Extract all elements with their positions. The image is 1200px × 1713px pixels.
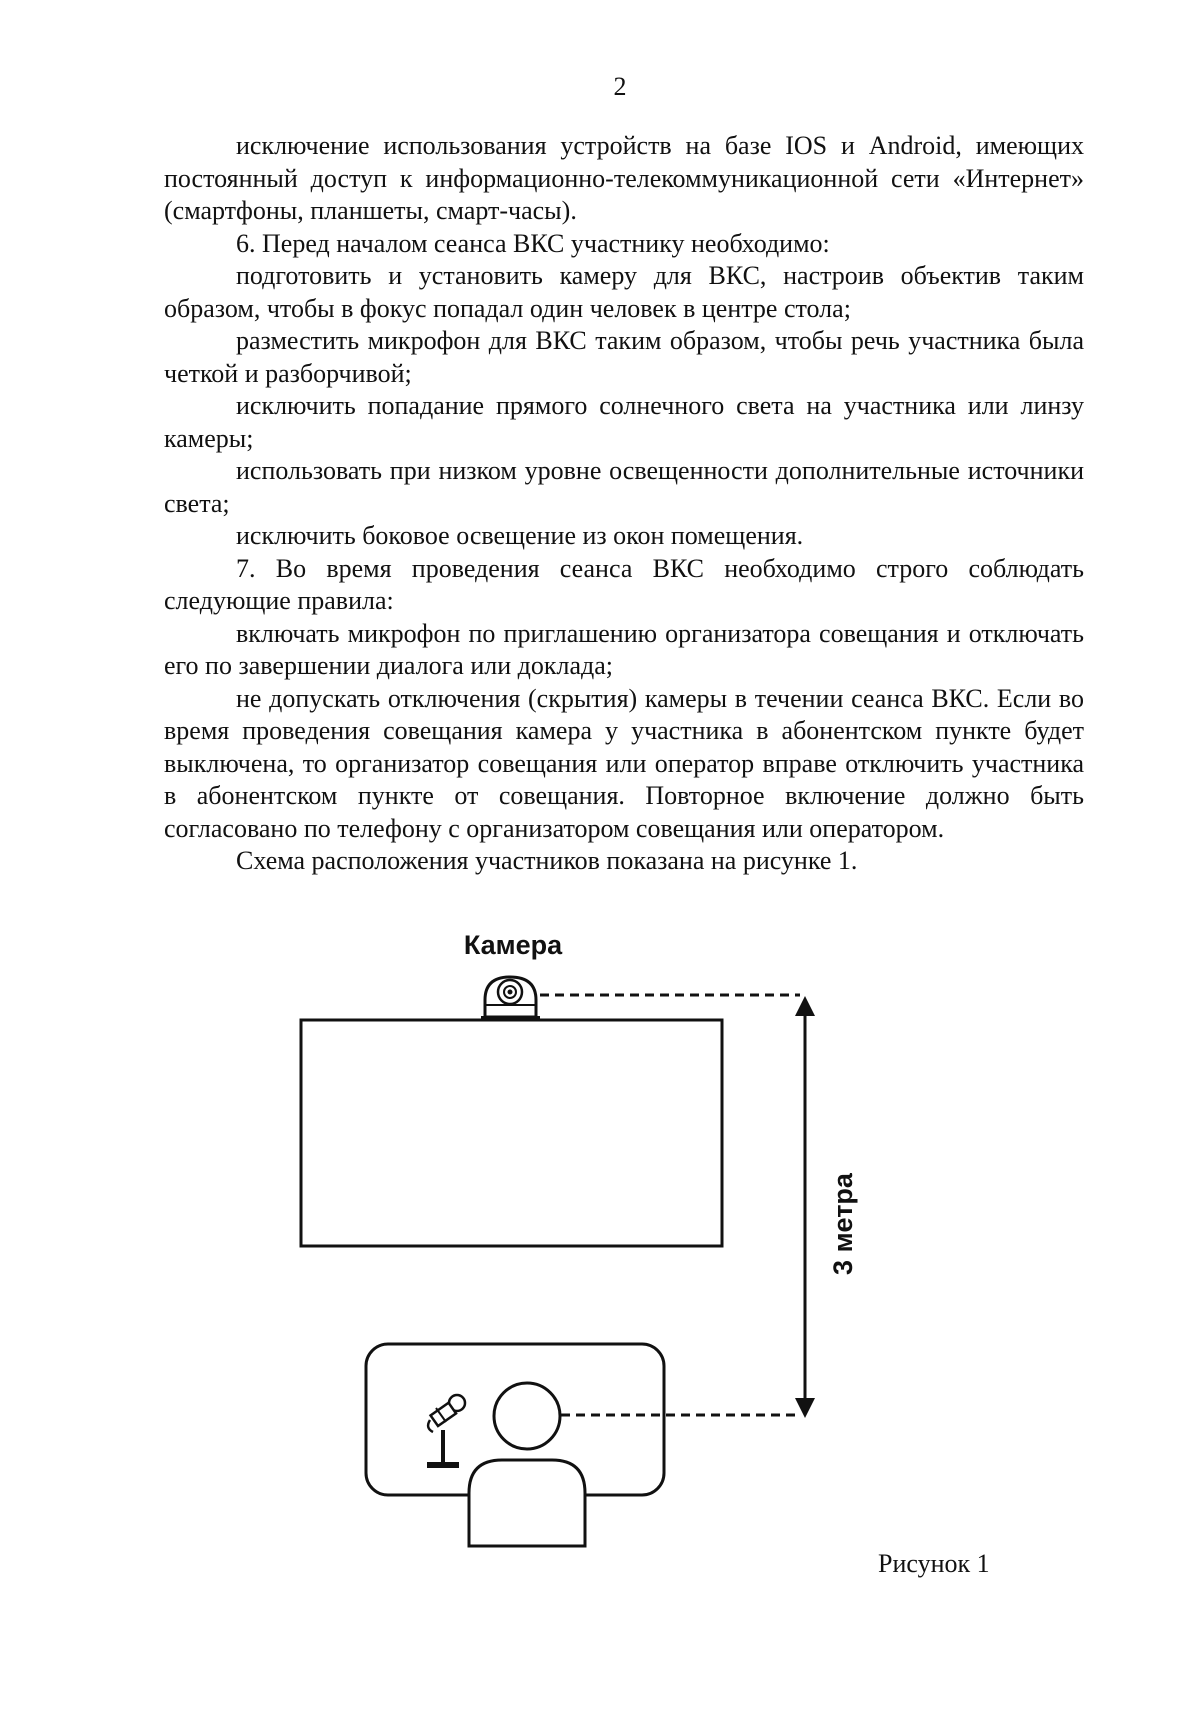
body-text — [164, 130, 1084, 878]
camera-icon — [481, 977, 540, 1021]
distance-arrow — [795, 996, 815, 1418]
screen-display — [301, 1020, 722, 1246]
paragraph: Схема расположения участников показана на рисунке 1. — [236, 846, 858, 875]
camera-label: Камера — [463, 930, 563, 960]
page-number: 2 — [613, 72, 627, 101]
paragraph: 6. Перед началом сеанса ВКС участнику необходимо: — [236, 228, 830, 258]
figure-caption: Рисунок 1 — [878, 1549, 990, 1578]
paragraph: подготовить и установить камеру для ВКС, настроив объектив таким образом, чтобы в фокус попадал один человек в центре стола; — [164, 261, 1084, 323]
paragraph: разместить микрофон для ВКС таким образом, чтобы речь участника была четкой и разборчивой; — [164, 326, 1084, 388]
paragraph: не допускать отключения (скрытия) камеры в течении сеанса ВКС. Если во время проведения совещания камера у участника в абонентском пункте будет выключена, то организатор совещания или оператор вправе отключить участника в абонентском пункте от совещания. Повторное включение должно быть согласовано по телефону с организатором совещания или оператором. — [164, 683, 1084, 843]
paragraph: 7. Во время проведения сеанса ВКС необходимо строго соблюдать следующие правила: — [164, 553, 1084, 615]
paragraph: исключить боковое освещение из окон помещения. — [236, 521, 804, 550]
paragraph: включать микрофон по приглашению организатора совещания и отключать его по завершении диалога или доклада; — [164, 618, 1084, 680]
distance-label: 3 метра — [828, 1173, 858, 1275]
paragraph: использовать при низком уровне освещенности дополнительные источники света; — [164, 456, 1084, 518]
paragraph: исключение использования устройств на базе IOS и Android, имеющих постоянный доступ к информационно-телекоммуникационной сети «Интернет» (смартфоны, планшеты, смарт-часы). — [164, 131, 1084, 225]
paragraph: исключить попадание прямого солнечного света на участника или линзу камеры; — [164, 391, 1084, 453]
seating-diagram — [0, 920, 1200, 1570]
